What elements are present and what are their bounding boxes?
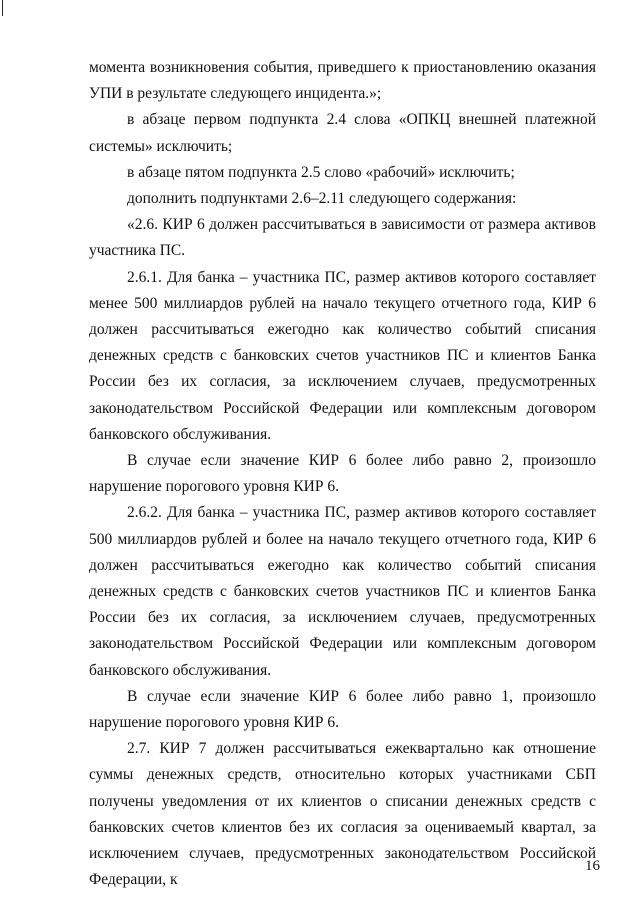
paragraph-2-7: 2.7. КИР 7 должен рассчитываться ежеквартально как отношение суммы денежных средств, относительно которых участниками СБП получены уведомления от их клиентов о списании денежных средств с банковских счетов клиентов без их согласия за оцениваемый квартал, за исключением случаев, предусмотренных законодательством Российской Федерации, к <box>89 740 596 889</box>
paragraph-2-6-2: 2.6.2. Для банка – участника ПС, размер активов которого составляет 500 миллиардов рублей и более на начало текущего отчетного года, КИР 6 должен рассчитываться ежегодно как количество событий списания денежных средств с банковских счетов участников ПС и клиентов Банка России без их согласия, за исключением случаев, предусмотренных законодательством Российской Федерации или комплексным договором банковского обслуживания. <box>89 504 596 679</box>
paragraph-2-6-2-threshold: В случае если значение КИР 6 более либо равно 1, произошло нарушение порогового уровня КИР 6. <box>89 687 596 732</box>
document-body <box>89 55 596 894</box>
paragraph-2-6-1-threshold: В случае если значение КИР 6 более либо равно 2, произошло нарушение порогового уровня КИР 6. <box>89 452 596 496</box>
paragraph-2-6: «2.6. КИР 6 должен рассчитываться в зависимости от размера активов участника ПС. <box>89 216 596 260</box>
paragraph-supplement: дополнить подпунктами 2.6–2.11 следующего содержания: <box>127 190 517 208</box>
paragraph-amend-2-4: в абзаце первом подпункта 2.4 слова «ОПКЦ внешней платежной системы» исключить; <box>89 111 596 155</box>
scan-edge-mark <box>2 0 3 16</box>
paragraph-amend-2-5: в абзаце пятом подпункта 2.5 слово «рабочий» исключить; <box>127 163 515 181</box>
paragraph-continuation: момента возникновения события, приведшего к приостановлению оказания УПИ в результате следующего инцидента.»; <box>89 59 596 103</box>
paragraph-2-6-1: 2.6.1. Для банка – участника ПС, размер активов которого составляет менее 500 миллиардов рублей на начало текущего отчетного года, КИР 6 должен рассчитываться ежегодно как количество событий списания денежных средств с банковских счетов участников ПС и клиентов Банка России без их согласия, за исключением случаев, предусмотренных законодательством Российской Федерации или комплексным договором банковского обслуживания. <box>89 268 596 443</box>
page-number: 16 <box>585 858 600 874</box>
